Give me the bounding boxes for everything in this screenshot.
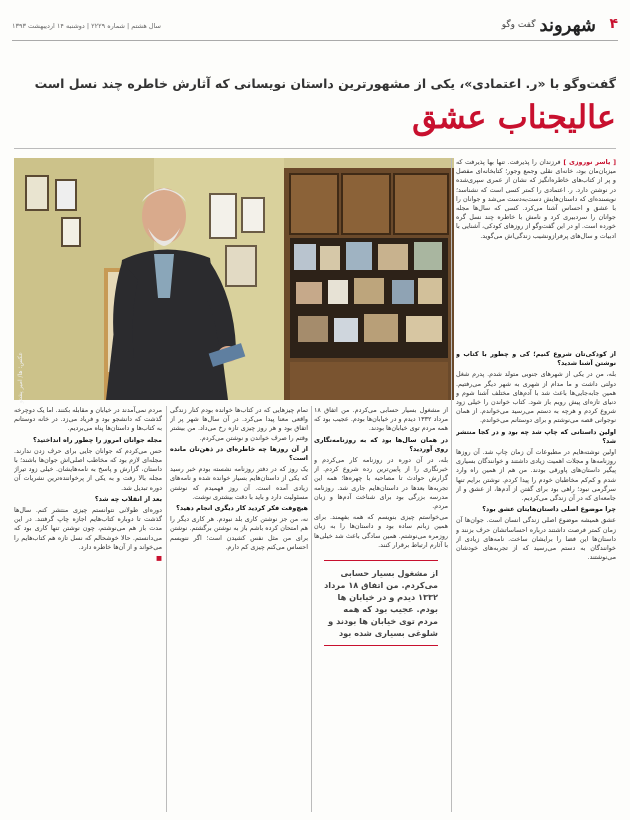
headline-rule <box>14 148 616 149</box>
interview-question: مجله جوانان امروز را چطور راه انداختید؟ <box>33 435 162 444</box>
article-kicker: گفت‌وگو با «ر. اعتمادی»، یکی از مشهورترین داستان نویسانی که آثارش خاطره چند نسل است <box>34 76 616 91</box>
column-right <box>456 350 616 812</box>
interview-answer: یک روز که در دفتر روزنامه نشسته بودم خبر رسید که یکی از داستان‌هایم بسیار خوانده شده و نامه‌های زیادی آمده است. آن روز فهمیدم که نوشتن مسئولیت دارد و باید با دقت بیشتری نوشت. <box>170 465 308 501</box>
photo-credit: عکس: ها/ امیر پشتو <box>17 352 24 404</box>
intro-paragraph <box>456 158 616 241</box>
interview-question: در همان سال‌ها بود که به روزنامه‌نگاری روی آوردید؟ <box>314 435 448 453</box>
interview-question: اولین داستانی که چاپ شد چه بود و در کجا منتشر شد؟ <box>456 427 616 445</box>
body-text: فرزندان را پذیرفت. تنها بها پذیرفت که میزبان‌مان بود، خانه‌ای نقلی وجمع وجور؛ کتابخانه‌ای مفصل و پر از کتاب‌های خاطره‌انگیز که نشان از عمری سپری‌شده در نوشتن دارد. ر. اعتمادی را کمتر کسی است که نشناسد؛ نویسنده‌ای که داستان‌هایش دست‌به‌دست می‌شد و جوانان را با عشق و احساس آشنا می‌کرد. کسی که سال‌ها مجله جوانان را سردبیری کرد و نامش با خاطره چند نسل گره خورده است. او در این گفت‌وگو از روزهای کودکی، آشنایی با ادبیات و سال‌های پرفرازونشیب زندگی‌اش می‌گوید. <box>456 158 616 240</box>
article-photo <box>14 158 454 400</box>
column-divider <box>166 406 167 812</box>
interview-answer: دوره‌ای طولانی نتوانستم چیزی منتشر کنم. سال‌ها گذشت تا دوباره کتاب‌هایم اجازه چاپ گرفتند. در این مدت باز هم می‌نوشتم، چون نوشتن تنها کاری بود که می‌دانستم. حالا خوشحالم که نسل تازه هم کتاب‌هایم را می‌خواند و از آن‌ها خاطره دارد. <box>14 506 162 551</box>
interview-question: از آن روزها چه خاطره‌ای در ذهن‌تان مانده است؟ <box>170 444 308 463</box>
interview-question: هیچ‌وقت فکر کردید کار دیگری انجام دهید؟ <box>176 504 308 513</box>
section-label: گفت وگو <box>501 20 536 30</box>
interview-question: چرا موضوع اصلی داستان‌هایتان عشق بود؟ <box>482 505 616 514</box>
interview-answer: بله، در آن دوره در روزنامه کار می‌کردم و خبرنگاری را از پایین‌ترین رده شروع کردم. از گزارش حوادث تا مصاحبه با چهره‌ها؛ همه این تجربه‌ها بعدها در داستان‌هایم جاری شد. روزنامه مدرسه بزرگی بود برای شناخت آدم‌ها و زبان مردم. <box>314 456 448 511</box>
column-center <box>170 406 308 812</box>
pull-quote: از مشغول بسیار حسابی می‌کردم. من اتفاق ۱۸ مرداد ۱۳۳۲ دیدم و در خیابان ها بودم. عجیب بود که همه مردم توی خیابان ها بودند و شلوغی بسیاری شده بود <box>324 560 438 646</box>
column-divider <box>311 406 312 812</box>
page-number: ۴ <box>609 16 618 32</box>
header-rule <box>12 40 618 41</box>
column-intro <box>456 158 616 346</box>
article-headline: عالیجناب عشق <box>412 98 616 136</box>
masthead-logo: شهروند <box>539 14 596 36</box>
masthead <box>502 12 596 38</box>
interview-answer: نه، من جز نوشتن کاری بلد نبودم. هر کاری دیگر را هم امتحان کرده باشم باز به نوشتن برگشتم. نوشتن برای من مثل نفس کشیدن است؛ اگر ننویسم احساس می‌کنم چیزی کم دارم. <box>170 515 308 551</box>
column-divider <box>451 158 452 812</box>
interview-answer: بله، من در یکی از شهرهای جنوبی متولد شدم. پدرم شغل دولتی داشت و ما مدام از شهری به شهر دیگر می‌رفتیم. همین جابه‌جایی‌ها باعث شد با آدم‌های مختلف آشنا شوم و دنیای تازه‌ای پیش رویم باز شود. کتاب خواندن را خیلی زود شروع کردم و هرچه به دستم می‌رسید می‌خواندم. از همان نوجوانی قصه می‌نوشتم و برای دوستانم می‌خواندم. <box>456 370 616 425</box>
interview-answer: عشق همیشه موضوع اصلی زندگی انسان است. جوان‌ها آن زمان کمتر فرصت داشتند درباره احساساتشان حرف بزنند و داستان‌ها این فضا را برایشان ساخت. نامه‌های زیادی از خوانندگان به دستم می‌رسید که از تجربه‌های خودشان می‌نوشتند. <box>456 516 616 562</box>
interview-question: از کودکی‌تان شروع کنیم؛ کی و چطور با کتاب و نوشتن آشنا شدید؟ <box>456 350 616 368</box>
interview-answer: می‌خواستم چیزی بنویسم که همه بفهمند. برای همین زبانم ساده بود و داستان‌ها را به زبان روزمره می‌نوشتم. همین سادگی باعث شد خیلی‌ها با آثارم ارتباط برقرار کنند. <box>314 513 448 549</box>
interview-answer: مردم نمی‌آمدند در خیابان و مقابله بکنند. اما یک دوچرخه گذشت که دانشجو بود و فریاد می‌زد. در خانه دوستانم به کتاب‌ها و داستان‌ها پناه می‌بردیم. <box>14 406 162 433</box>
interview-answer: حس می‌کردم که جوانان جایی برای حرف زدن ندارند. مجله‌ای لازم بود که مخاطب اصلی‌اش جوان‌ها باشند؛ با داستان، گزارش و پاسخ به نامه‌هایشان. خیلی زود تیراژ مجله بالا رفت و به یکی از پرخواننده‌ترین نشریات آن دوره تبدیل شد. <box>14 446 162 492</box>
interview-question: بعد از انقلاب چه شد؟ <box>94 494 162 503</box>
issue-date-line: سال هشتم | شماره ۲۲۲۹ | دوشنبه ۱۴ اردیبهشت ۱۳۹۳ <box>12 22 161 30</box>
end-mark: ■ <box>155 554 162 563</box>
interview-answer: از مشغول بسیار حسابی می‌کردم. من اتفاق ۱۸ مرداد ۱۳۳۲ دیدم و در خیابان‌ها بودم. عجیب بود که همه مردم توی خیابان‌ها بودند. <box>314 406 448 433</box>
byline: [ یاسر نوروزی ] <box>560 158 616 166</box>
interview-answer: تمام چیزهایی که در کتاب‌ها خوانده بودم کنار زندگی واقعی معنا پیدا می‌کرد. در آن سال‌ها شهر پر از اتفاق بود و هر روز چیزی تازه رخ می‌داد. من بیشتر وقتم را صرف خواندن و نوشتن می‌کردم. <box>170 406 308 442</box>
column-left <box>14 406 162 812</box>
interview-answer: اولین نوشته‌هایم در مطبوعات آن زمان چاپ شد. آن روزها روزنامه‌ها و مجلات اهمیت زیادی داشتند و خوانندگان بسیاری پیگیر داستان‌های پاورقی بودند. من هم از همین راه وارد شدم و کم‌کم مخاطبان خودم را پیدا کردم. نوشتن برایم تنها سرگرمی نبود؛ راهی بود برای گفتن از آدم‌ها، از عشق و از جامعه‌ای که در آن زندگی می‌کردیم. <box>456 448 616 503</box>
page-header <box>12 12 618 64</box>
